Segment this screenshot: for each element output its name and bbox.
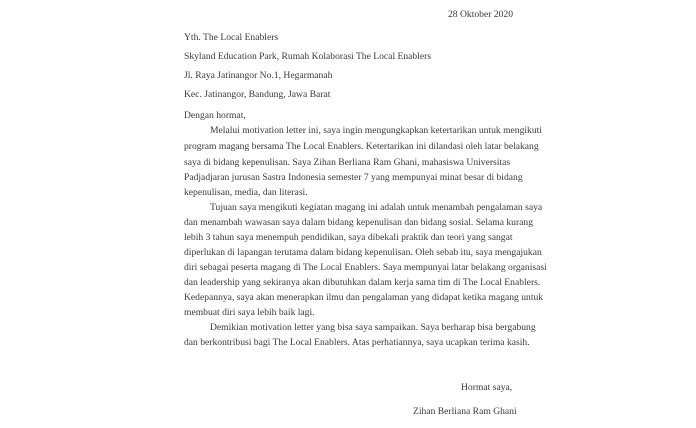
recipient-line-1: Yth. The Local Enablers: [184, 32, 279, 43]
body-line: Demikian motivation letter yang bisa saya sampaikan. Saya berharap bisa bergabung: [210, 322, 536, 333]
body-line: kepenulisan, media, dan literasi.: [184, 187, 308, 198]
body-line: membuat diri saya lebih baik lagi.: [184, 307, 315, 318]
body-line: Tujuan saya mengikuti kegiatan magang ini adalah untuk menambah pengalaman saya: [210, 202, 543, 213]
recipient-line-3: Jl. Raya Jatinangor No.1, Hegarmanah: [184, 70, 333, 81]
letter-date: 28 Oktober 2020: [448, 9, 514, 20]
body-line: lebih 3 tahun saya menempuh pendidikan, saya dibekali praktik dan teori yang sangat: [184, 232, 513, 243]
body-line: Padjadjaran jurusan Sastra Indonesia semester 7 yang mempunyai minat besar di bidang: [184, 172, 523, 183]
body-line: dan berkontribusi bagi The Local Enablers. Atas perhatiannya, saya ucapkan terima kasih.: [184, 337, 530, 348]
recipient-line-4: Kec. Jatinangor, Bandung, Jawa Barat: [184, 89, 331, 100]
recipient-line-2: Skyland Education Park, Rumah Kolaborasi The Local Enablers: [184, 51, 432, 62]
body-line: diri sebagai peserta magang di The Local Enablers. Saya mempunyai latar belakang organisasi: [184, 262, 547, 273]
body-line: dan menambah wawasan saya dalam bidang kepenulisan dan bidang sosial. Selama kurang: [184, 217, 534, 228]
body-line: diperlukan di lapangan terutama dalam bidang kepenulisan. Oleh sebab itu, saya mengajukan: [184, 247, 542, 258]
body-line: Melalui motivation letter ini, saya ingin mengungkapkan ketertarikan untuk mengikuti: [210, 125, 542, 136]
signature-name: Zihan Berliana Ram Ghani: [413, 406, 517, 417]
body-line: saya di bidang kepenulisan. Saya Zihan Berliana Ram Ghani, mahasiswa Universitas: [184, 157, 511, 168]
body-line: dan leadership yang sekiranya akan dibutuhkan dalam kerja sama tim di The Local Enablers.: [184, 277, 541, 288]
body-line: program magang bersama The Local Enablers. Ketertarikan ini dilandasi oleh latar belakang: [184, 141, 539, 152]
salutation: Dengan hormat,: [184, 110, 246, 121]
closing: Hormat saya,: [461, 382, 513, 393]
body-line: Kedepannya, saya akan menerapkan ilmu dan pengalaman yang didapat ketika magang untuk: [184, 292, 544, 303]
